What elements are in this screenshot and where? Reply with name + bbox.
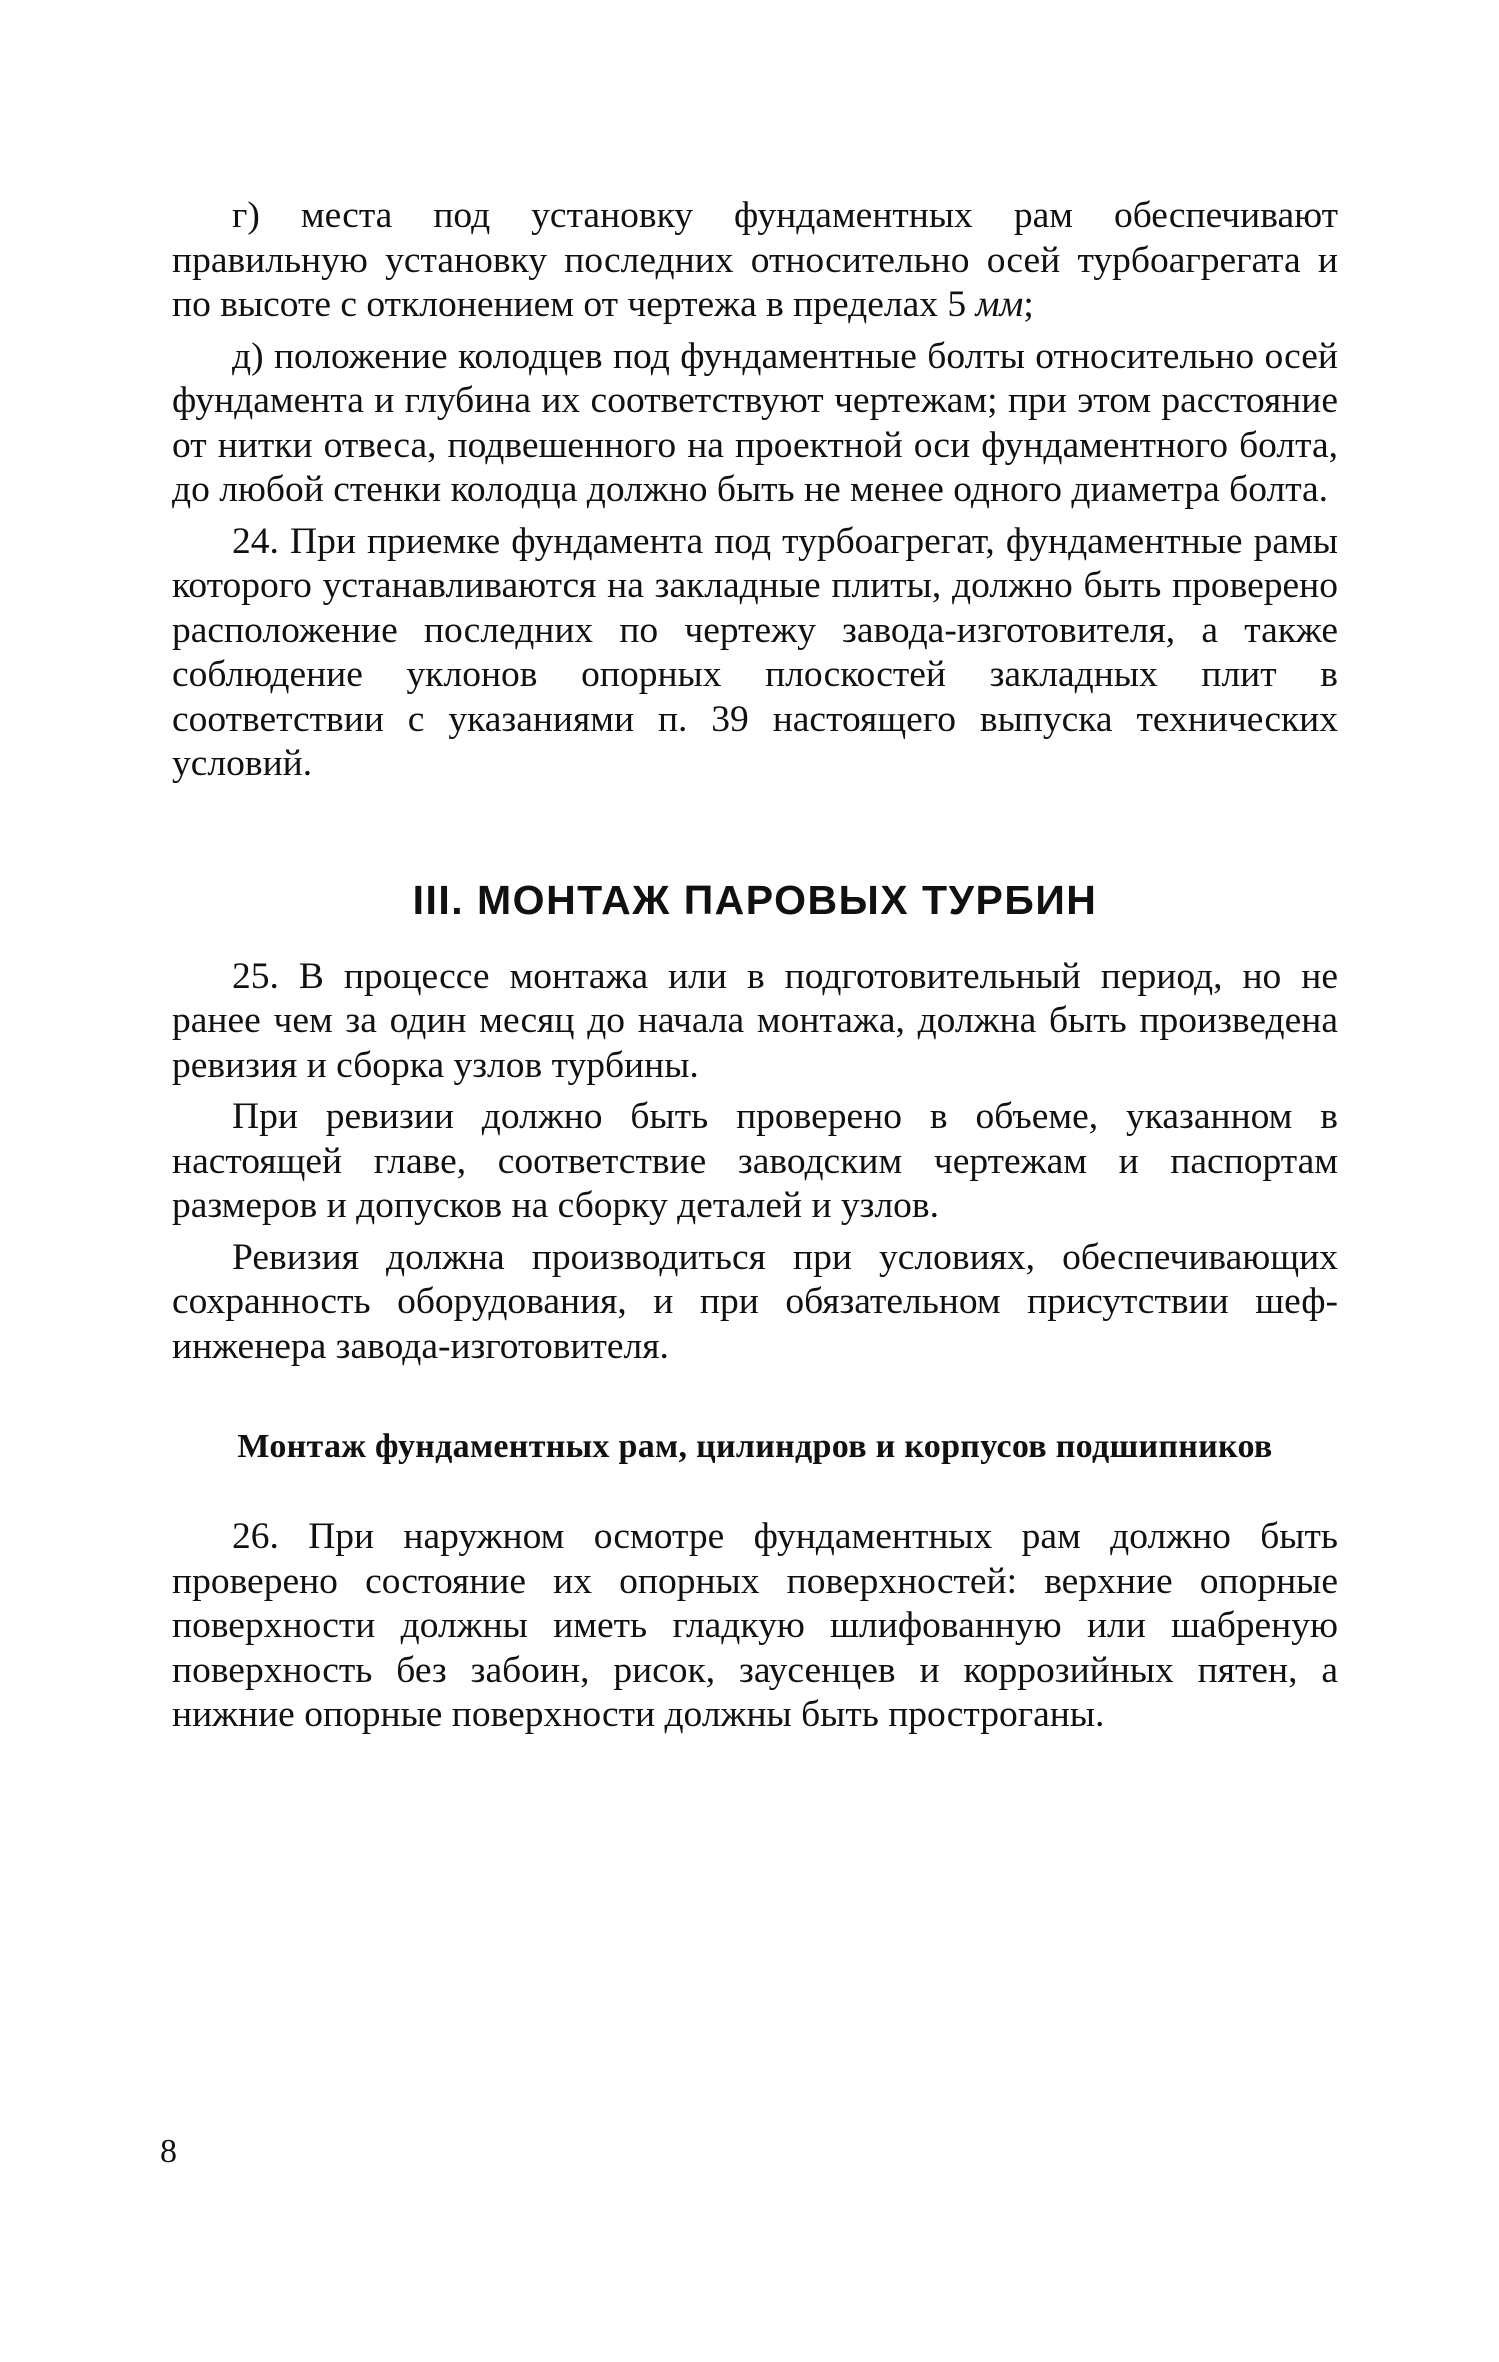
chapter-title: III. МОНТАЖ ПАРОВЫХ ТУРБИН xyxy=(412,876,1098,923)
section-title: Монтаж фундаментных рам, цилиндров и корпусов подшипников xyxy=(237,1428,1273,1465)
paragraph-d: д) положение колодцев под фундаментные болты относительно осей фундамента и глубина их соответствуют чертежам; при этом расстояние от нитки отвеса, подвешенного на проектной оси фундаментного болта, до любой стенки колодца должно быть не менее одного диаметра болта. xyxy=(172,335,1338,510)
paragraph-26: 26. При наружном осмотре фундаментных рам должно быть проверено состояние их опорных поверхностей: верхние опорные поверхности должны иметь гладкую шлифованную или шабреную поверхность без забоин, рисок, заусенцев и коррозийных пятен, а нижние опорные поверхности должны быть прострoганы. xyxy=(172,1516,1338,1735)
paragraph-24: 24. При приемке фундамента под турбоагрегат, фундаментные рамы которого устанавливаются на закладные плиты, должно быть проверено расположение последних по чертежу завода-изготовителя, а также соблюдение уклонов опорных плоскостей закладных плит в соответствии с указаниями п. 39 настоящего выпуска технических условий. xyxy=(172,520,1338,784)
page-number: 8 xyxy=(160,2133,177,2170)
document-page xyxy=(172,194,1338,1738)
paragraph-g: г) места под установку фундаментных рам обеспечивают правильную установку последних относительно осей турбоагрегата и по высоте с отклонением от чертежа в пределах 5 мм; xyxy=(172,195,1338,325)
paragraph-25-conditions: Ревизия должна производиться при условиях, обеспечивающих сохранность оборудования, и при обязательном присутствии шеф-инженера завода-изготовителя. xyxy=(172,1236,1338,1367)
unit-mm: мм xyxy=(975,284,1024,325)
paragraph-25-revision: При ревизии должно быть проверено в объеме, указанном в настоящей главе, соответствие заводским чертежам и паспортам размеров и допусков на сборку деталей и узлов. xyxy=(172,1096,1338,1226)
paragraph-25: 25. В процессе монтажа или в подготовительный период, но не ранее чем за один месяц до начала монтажа, должна быть произведена ревизия и сборка узлов турбины. xyxy=(172,955,1338,1086)
